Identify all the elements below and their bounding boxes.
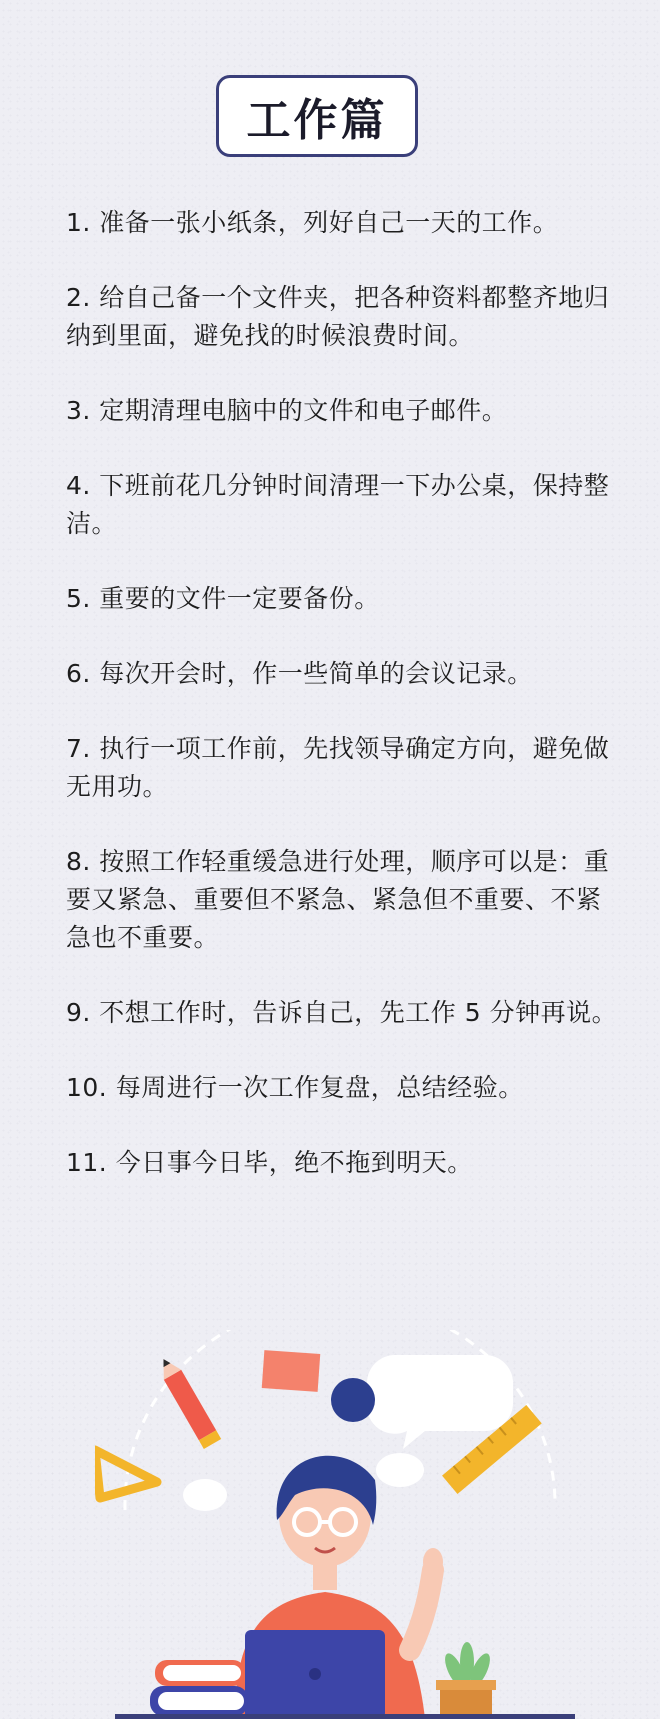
list-item: 3. 定期清理电脑中的文件和电子邮件。 xyxy=(66,396,508,425)
small-bubble-icon xyxy=(183,1479,227,1511)
woman-at-laptop-illustration xyxy=(95,1330,585,1719)
list-item: 4. 下班前花几分钟时间清理一下办公桌，保持整洁。 xyxy=(66,471,610,538)
list-item: 10. 每周进行一次工作复盘，总结经验。 xyxy=(66,1073,524,1102)
list-item: 7. 执行一项工作前，先找领导确定方向，避免做无用功。 xyxy=(66,734,610,801)
tips-list xyxy=(66,204,626,1219)
laptop-icon xyxy=(245,1630,385,1719)
list-item: 9. 不想工作时，告诉自己，先工作 5 分钟再说。 xyxy=(66,998,618,1027)
list-item: 5. 重要的文件一定要备份。 xyxy=(66,584,380,613)
page-title: 工作篇 xyxy=(246,95,388,146)
small-bubble-icon xyxy=(376,1453,424,1487)
title-box xyxy=(216,75,418,157)
paper-note-icon xyxy=(262,1350,321,1392)
list-item: 11. 今日事今日毕，绝不拖到明天。 xyxy=(66,1148,473,1177)
desk xyxy=(115,1714,575,1719)
plant-icon xyxy=(436,1642,496,1719)
books-icon xyxy=(150,1660,248,1716)
list-item: 6. 每次开会时，作一些简单的会议记录。 xyxy=(66,659,533,688)
list-item: 2. 给自己备一个文件夹，把各种资料都整齐地归纳到里面，避免找的时候浪费时间。 xyxy=(66,283,610,350)
triangle-ruler-icon xyxy=(95,1450,157,1498)
list-item: 1. 准备一张小纸条，列好自己一天的工作。 xyxy=(66,208,559,237)
list-item: 8. 按照工作轻重缓急进行处理，顺序可以是：重要又紧急、重要但不紧急、紧急但不重要、不紧急也不重要。 xyxy=(66,847,610,952)
pencil-icon xyxy=(155,1354,221,1449)
